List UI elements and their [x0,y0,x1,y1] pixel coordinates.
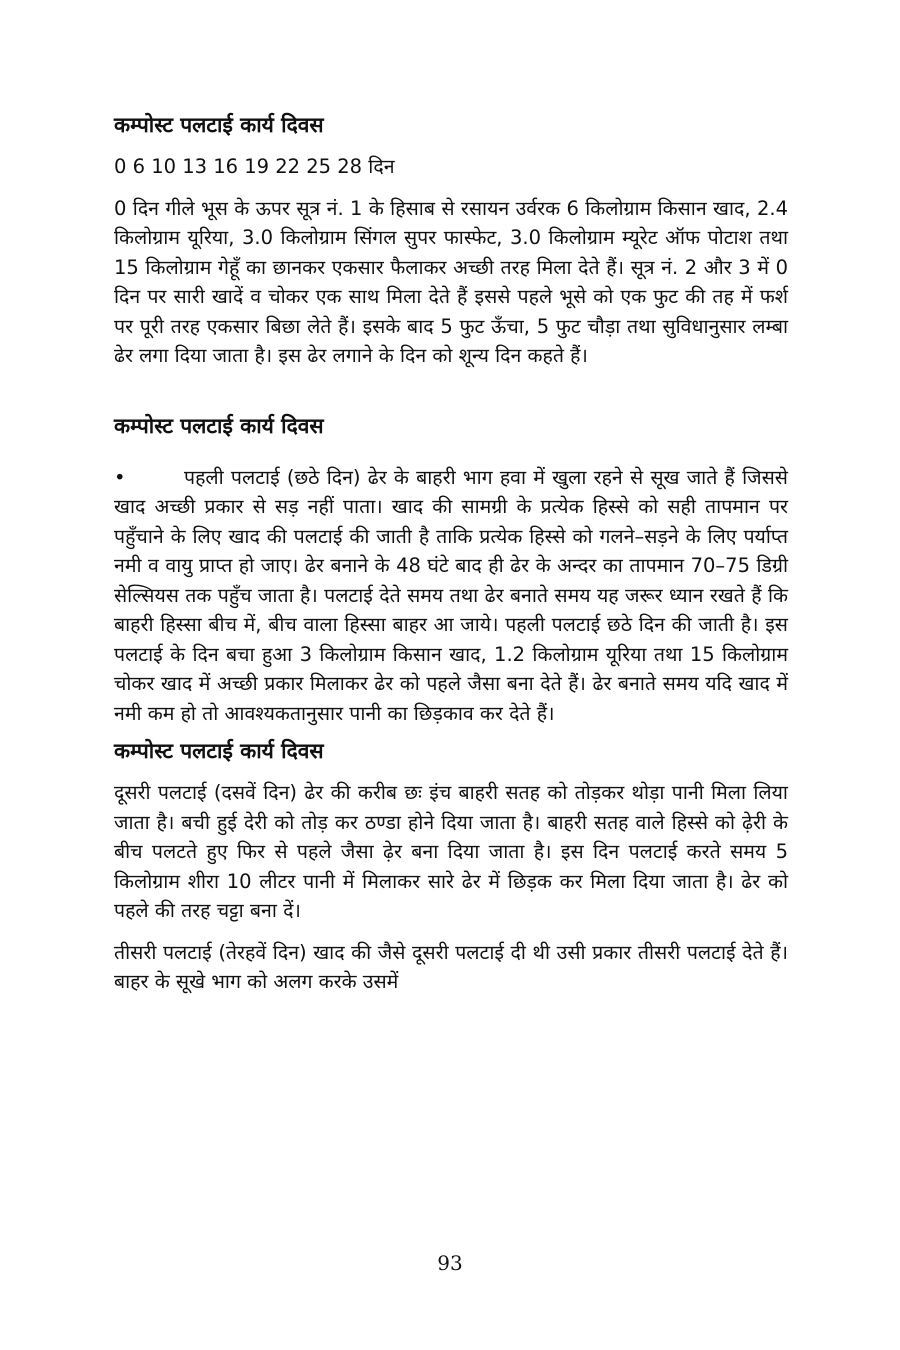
paragraph-first-turning [114,463,788,729]
bullet-icon: • [114,465,126,489]
section-heading-2: कम्पोस्ट पलटाई कार्य दिवस [114,413,324,438]
section-heading-1: कम्पोस्ट पलटाई कार्य दिवस [114,113,324,137]
paragraph-third-turning: तीसरी पलटाई (तेरहवें दिन) खाद की जैसे दूसरी पलटाई दी थी उसी प्रकार तीसरी पलटाई देते हैं। बाहर के सूखे भाग को अलग करके उसमें [114,940,788,993]
paragraph-second-turning: दूसरी पलटाई (दसवें दिन) ढेर की करीब छः इंच बाहरी सतह को तोड़कर थोड़ा पानी मिला लिया जाता है। बची हुई देरी को तोड़ कर ठण्डा होने दिया जाता है। बाहरी सतह वाले हिस्से को ढ़ेरी के बीच पलटते हुए फिर से पहले जैसा ढ़ेर बना दिया जाता है। इस दिन पलटाई करते समय 5 किलोग्राम शीरा 10 लीटर पानी में मिलाकर सारे ढेर में छिड़क कर मिला दिया जाता है। ढेर को पहले की तरह चट्टा बना दें। [114,781,788,922]
paragraph-first-turning-text: पहली पलटाई (छठे दिन) ढेर के बाहरी भाग हवा में खुला रहने से सूख जाते हैं जिससे खाद अच्छी प्रकार से सड़ नहीं पाता। खाद की सामग्री के प्रत्येक हिस्से को सही तापमान पर पहुँचाने के लिए खाद की पलटाई की जाती है ताकि प्रत्येक हिस्से को गलने–सड़ने के लिए पर्याप्त नमी व वायु प्राप्त हो जाए। ढेर बनाने के 48 घंटे बाद ही ढेर के अन्दर का तापमान 70–75 डिग्री सेल्सियस तक पहुँच जाता है। पलटाई देते समय तथा ढेर बनाते समय यह जरूर ध्यान रखते हैं कि बाहरी हिस्सा बीच में, बीच वाला हिस्सा बाहर आ जाये। पहली पलटाई छठे दिन की जाती है। इस पलटाई के दिन बचा हुआ 3 किलोग्राम किसान खाद, 1.2 किलोग्राम यूरिया तथा 15 किलोग्राम चोकर खाद में अच्छी प्रकार मिलाकर ढेर को पहले जैसा बना देते हैं। ढेर बनाते समय यदि खाद में नमी कम हो तो आवश्यकतानुसार पानी का छिड़काव कर देते हैं। [114,465,788,725]
section-heading-3: कम्पोस्ट पलटाई कार्य दिवस [114,739,324,763]
turning-days-list: 0 6 10 13 16 19 22 25 28 दिन [114,155,395,178]
paragraph-day-zero: 0 दिन गीले भूस के ऊपर सूत्र नं. 1 के हिसाब से रसायन उर्वरक 6 किलोग्राम किसान खाद, 2.4 किलोग्राम यूरिया, 3.0 किलोग्राम सिंगल सुपर फास्फेट, 3.0 किलोग्राम म्यूरेट ऑफ पोटाश तथा 15 किलोग्राम गेहूँ का छानकर एकसार फैलाकर अच्छी तरह मिला देते हैं। सूत्र नं. 2 और 3 में 0 दिन पर सारी खादें व चोकर एक साथ मिला देते हैं इससे पहले भूसे को एक फुट की तह में फर्श पर पूरी तरह एकसार बिछा लेते हैं। इसके बाद 5 फुट ऊँचा, 5 फुट चौड़ा तथा सुविधानुसार लम्बा ढेर लगा दिया जाता है। इस ढेर लगाने के दिन को शून्य दिन कहते हैं। [114,196,788,367]
page-content [114,110,788,997]
page-number: 93 [437,1251,463,1275]
